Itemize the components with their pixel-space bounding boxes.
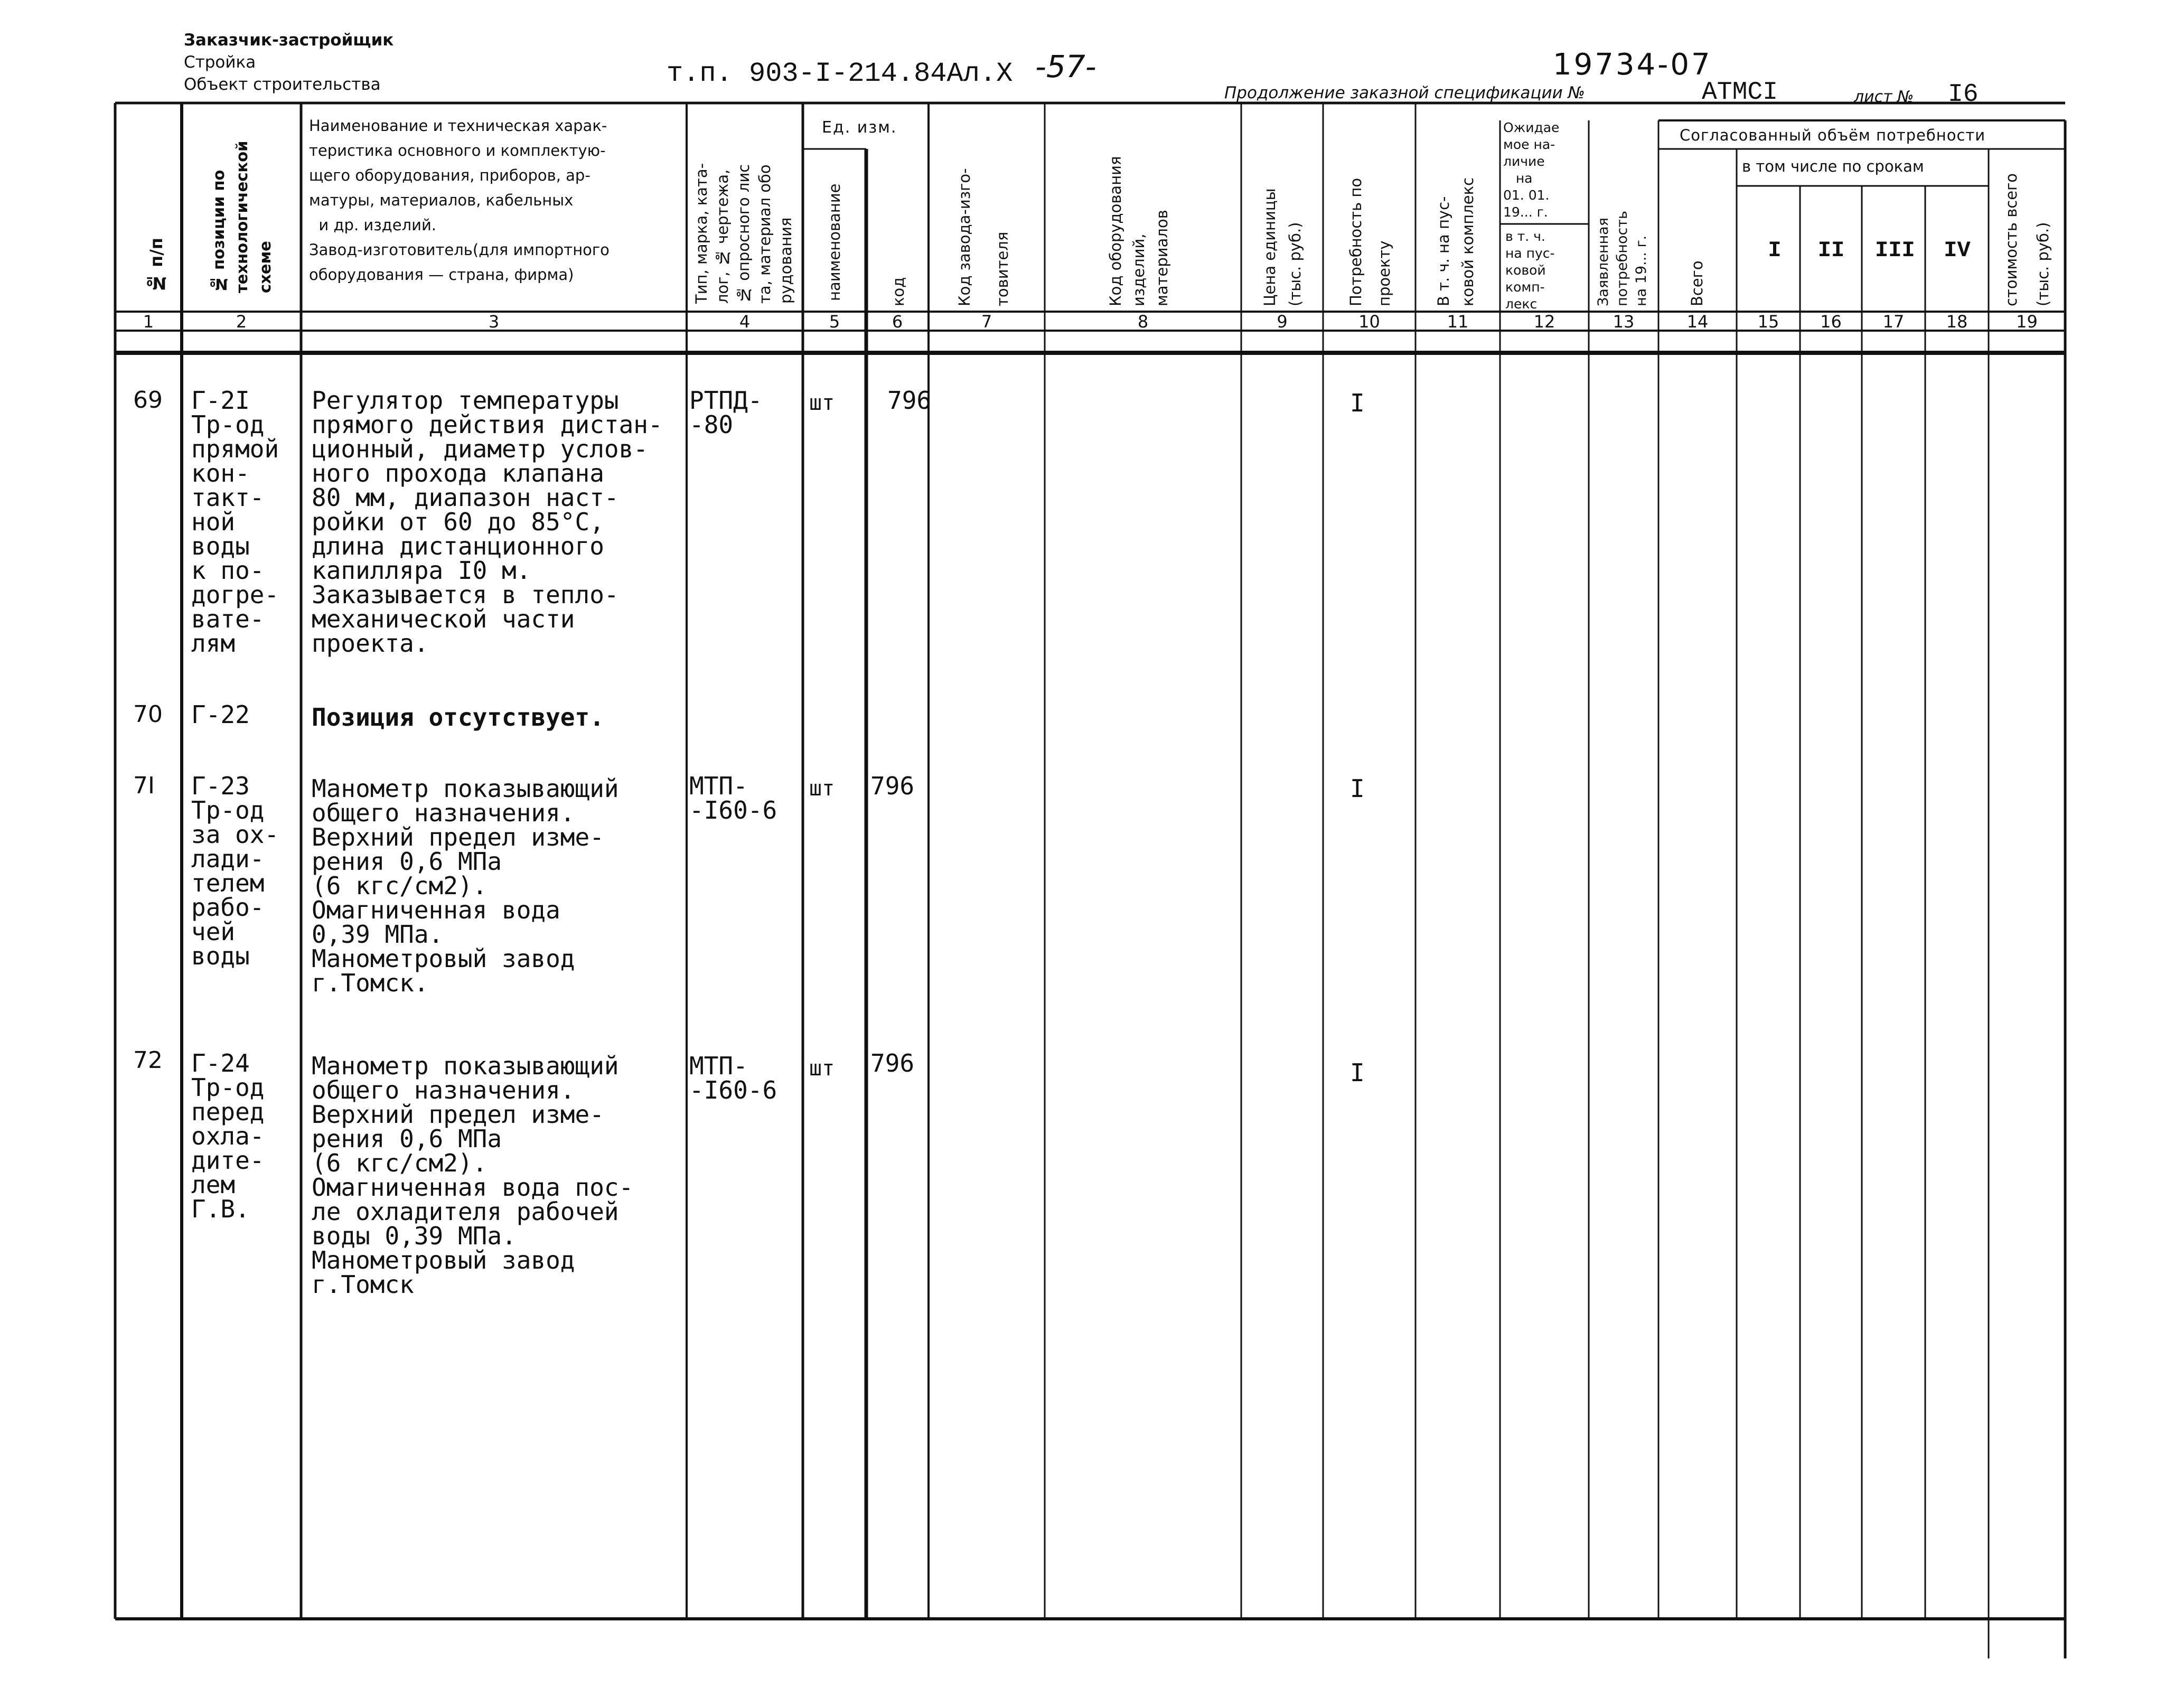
column-number-11: 11: [1447, 312, 1469, 332]
row-72-unit: шт: [809, 1056, 835, 1081]
column-number-14: 14: [1686, 312, 1709, 332]
doc-number: 19734-07: [1553, 48, 1712, 82]
column-number-3: 3: [488, 312, 500, 332]
column-number-2: 2: [236, 312, 247, 332]
header-col-5: наименование: [826, 183, 843, 301]
row-70-position: Г-22: [191, 700, 250, 729]
column-number-6: 6: [892, 312, 903, 332]
header-col-11: В т. ч. на пус- ковой комплекс: [1435, 177, 1477, 306]
column-number-1: 1: [143, 312, 154, 332]
row-70-description: Позиция отсутствует.: [312, 703, 604, 732]
column-number-19: 19: [2016, 312, 2038, 332]
row-71-type: МТП- -I60-6: [689, 772, 777, 824]
row-71-position: Г-23 Тр-од за ох- лади- телем рабо- чей воды: [191, 772, 279, 970]
header-col-15: I: [1768, 238, 1782, 263]
row-69-number: 69: [133, 387, 163, 414]
header-col-1: № п/п: [146, 237, 166, 293]
row-69-unit: шт: [809, 391, 835, 415]
site-label: Стройка: [184, 53, 256, 72]
row-69-type: РТПД- -80: [689, 386, 763, 439]
header-col-9: Цена единицы (тыс. руб.): [1261, 188, 1304, 306]
column-number-4: 4: [739, 312, 751, 332]
header-col-12-top: Ожидае мое на- личие на 01. 01. 19... г.: [1503, 120, 1560, 220]
header-agreed-group: Согласованный объём потребности: [1680, 126, 1986, 144]
header-col-14: Всего: [1688, 260, 1706, 306]
row-69-position: Г-2I Тр-од прямой кон- такт- ной воды к по- догре- вате- лям: [191, 386, 279, 658]
row-71-need: I: [1350, 774, 1365, 803]
row-71-number: 7I: [133, 772, 155, 799]
column-number-17: 17: [1882, 312, 1905, 332]
header-col-2: № позиции по технологической схеме: [210, 140, 274, 293]
spec-number: АТМСI: [1702, 78, 1778, 107]
row-70-number: 70: [133, 701, 163, 728]
header-col-7: Код завода-изго- товителя: [955, 168, 1011, 306]
sheet-label: лист №: [1854, 88, 1914, 106]
row-71-description: Манометр показывающий общего назначения. Верхний предел изме- рения 0,6 МПа (6 кгс/см2). Омагниченная вода 0,39 МПа. Манометровый завод г.Томск.: [312, 774, 619, 997]
row-72-code: 796: [870, 1049, 915, 1077]
column-number-18: 18: [1946, 312, 1968, 332]
project-code: т.п. 903-I-214.84Ал.Х: [667, 58, 1013, 89]
row-71-code: 796: [870, 772, 915, 800]
column-number-12: 12: [1533, 312, 1555, 332]
column-number-9: 9: [1277, 312, 1288, 332]
column-number-5: 5: [829, 312, 840, 332]
row-72-need: I: [1350, 1058, 1365, 1087]
column-number-7: 7: [981, 312, 992, 332]
row-72-description: Манометр показывающий общего назначения. Верхний предел изме- рения 0,6 МПа (6 кгс/см2). Омагниченная вода пос- ле охладителя рабочей воды 0,39 МПа. Манометровый завод г.Томск: [312, 1052, 634, 1299]
object-label: Объект строительства: [184, 75, 381, 94]
header-col-3: Наименование и техническая харак- теристика основного и комплектую- щего оборудования, приборов, ар- матуры, материалов, кабельных и др. изделий. Завод-изготовитель(для импортного оборудования — страна, фирма): [309, 117, 610, 284]
column-number-8: 8: [1137, 312, 1149, 332]
row-69-need: I: [1350, 389, 1365, 417]
continuation-label: Продолжение заказной спецификации №: [1224, 83, 1585, 102]
customer-label: Заказчик-застройщик: [184, 31, 394, 50]
row-69-code: 796: [887, 386, 932, 415]
row-71-unit: шт: [809, 776, 835, 801]
header-by-terms: в том числе по срокам: [1742, 157, 1924, 175]
header-col-4: Тип, марка, ката- лог, № чертежа, № опросного лис та, материал обо рудования: [692, 163, 795, 304]
header-unit-group: Ед. изм.: [822, 118, 897, 137]
column-number-10: 10: [1358, 312, 1380, 332]
header-col-10: Потребность по проекту: [1347, 177, 1393, 306]
header-col-6: код: [889, 277, 907, 306]
header-col-8: Код оборудования изделий, материалов: [1107, 156, 1171, 306]
header-col-16: II: [1817, 238, 1845, 263]
header-col-17: III: [1875, 238, 1915, 263]
row-69-description: Регулятор температуры прямого действия дистан- ционный, диаметр услов- ного прохода клапана 80 мм, диапазон наст- ройки от 60 до 85°С, длина дистанционного капилляра I0 м. Заказывается в тепло- механической части проекта.: [312, 386, 663, 658]
row-72-type: МТП- -I60-6: [689, 1052, 777, 1104]
column-number-15: 15: [1757, 312, 1779, 332]
header-col-12-bottom: в т. ч. на пус- ковой комп- лекс: [1505, 229, 1555, 312]
row-72-position: Г-24 Тр-од перед охла- дите- лем Г.В.: [191, 1049, 265, 1223]
page-mark: -57-: [1035, 49, 1096, 85]
column-number-13: 13: [1613, 312, 1635, 332]
header-col-19: стоимость всего (тыс. руб.): [2002, 173, 2052, 306]
sheet-number: I6: [1948, 80, 1979, 109]
column-number-16: 16: [1820, 312, 1842, 332]
header-col-18: IV: [1944, 238, 1971, 263]
header-col-13: Заявленная потребность на 19... г.: [1595, 211, 1649, 306]
row-72-number: 72: [133, 1047, 163, 1074]
